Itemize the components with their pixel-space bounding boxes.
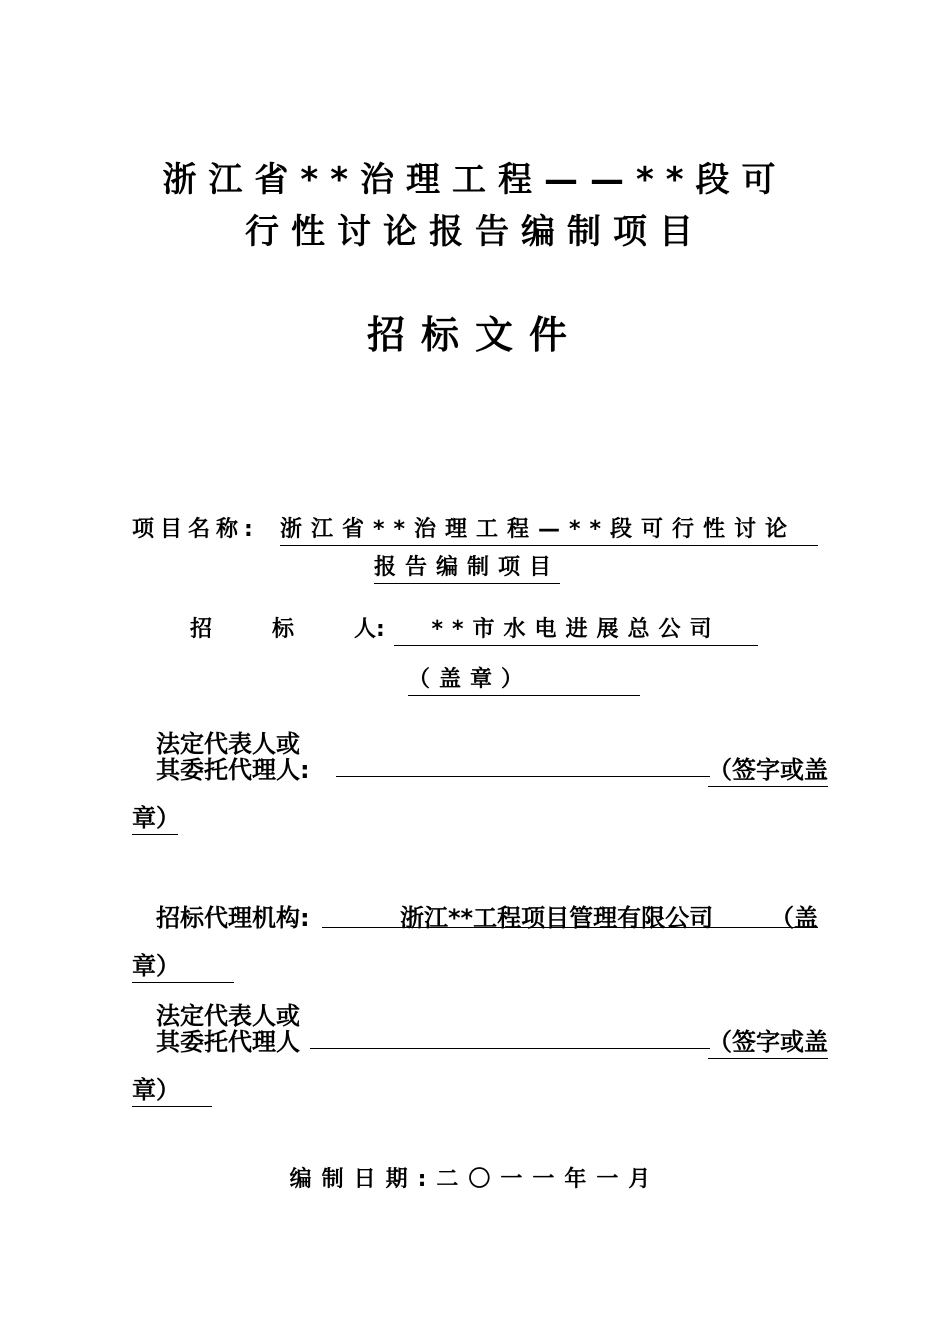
agency-seal-note: （盖 bbox=[770, 904, 818, 932]
legal-rep-2-label-line-1: 法定代表人或 bbox=[156, 1002, 300, 1030]
legal-rep-1-label-line-1: 法定代表人或 bbox=[156, 730, 300, 758]
bidder-label-char-2: 标 bbox=[272, 617, 295, 642]
legal-rep-2-sign-note-tail: 章） bbox=[132, 1070, 212, 1107]
project-name-row bbox=[132, 512, 797, 543]
compile-date: 编制日期:二〇一一年一月 bbox=[289, 1167, 661, 1192]
legal-rep-1-sign-note: （签字或盖 bbox=[708, 750, 828, 787]
agency-name: 浙江**工程项目管理有限公司 bbox=[400, 904, 714, 932]
legal-rep-2-label-line-2: 其委托代理人 bbox=[156, 1028, 300, 1056]
bidder-value: **市水电进展总公司 bbox=[394, 612, 758, 646]
title-line-1: 浙江省**治理工程——**段可 bbox=[162, 160, 788, 200]
bidder-label bbox=[190, 612, 392, 643]
agency-value-line bbox=[322, 898, 818, 932]
project-name-value-line-1: 浙江省**治理工程—**段可行性讨论 bbox=[280, 512, 818, 546]
legal-rep-2-sign-note: （签字或盖 bbox=[708, 1022, 828, 1059]
legal-rep-2-signature-line bbox=[310, 1048, 710, 1049]
legal-rep-1-sign-note-tail: 章） bbox=[132, 798, 178, 835]
title-line-2: 行性讨论报告编制项目 bbox=[245, 212, 705, 252]
project-name-label: 项目名称: bbox=[132, 517, 259, 542]
bidder-seal: （盖章） bbox=[408, 662, 640, 696]
bidder-row bbox=[190, 612, 721, 643]
legal-rep-1-label-line-2: 其委托代理人: bbox=[156, 756, 310, 784]
project-name-value-line-2: 报告编制项目 bbox=[374, 550, 560, 584]
agency-label: 招标代理机构: bbox=[156, 904, 310, 932]
bidder-label-char-3: 人: bbox=[354, 617, 385, 642]
bidder-label-char-1: 招 bbox=[190, 617, 213, 642]
document-type-title: 招标文件 bbox=[366, 313, 583, 357]
legal-rep-1-signature-line bbox=[336, 776, 710, 777]
agency-seal-note-tail: 章） bbox=[132, 946, 234, 983]
